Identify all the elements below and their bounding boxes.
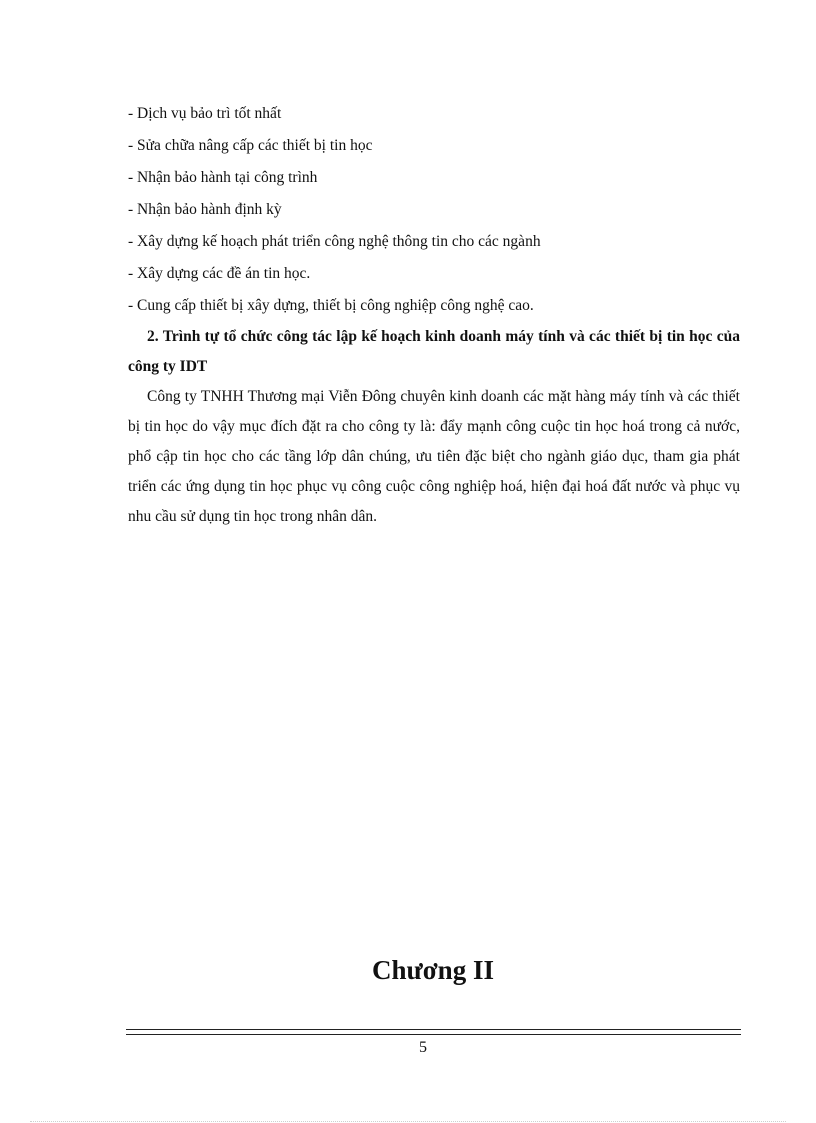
list-item: - Xây dựng kế hoạch phát triển công nghệ thông tin cho các ngành [128,233,541,250]
service-list [128,98,748,322]
chapter-title: Chương II [372,955,494,985]
list-item: - Nhận bảo hành tại công trình [128,169,318,186]
section-heading: 2. Trình tự tổ chức công tác lập kế hoạch kinh doanh máy tính và các thiết bị tin học của công ty IDT [128,328,740,375]
list-item: - Nhận bảo hành định kỳ [128,201,282,218]
list-item: - Dịch vụ bảo trì tốt nhất [128,105,282,122]
page-number: 5 [419,1039,427,1056]
body-paragraph: Công ty TNHH Thương mại Viễn Đông chuyên kinh doanh các mặt hàng máy tính và các thiết bị tin học do vậy mục đích đặt ra cho công ty là: đẩy mạnh công cuộc tin học hoá trong cả nước, phổ cập tin học cho các tầng lớp dân chúng, ưu tiên đặc biệt cho ngành giáo dục, tham gia phát triển các ứng dụng tin học phục vụ công cuộc công nghiệp hoá, hiện đại hoá đất nước và phục vụ nhu cầu sử dụng tin học trong nhân dân. [128,388,740,525]
list-item: - Cung cấp thiết bị xây dựng, thiết bị công nghiệp công nghệ cao. [128,297,534,314]
footer-divider [126,1029,741,1035]
list-item: - Sửa chữa nâng cấp các thiết bị tin học [128,137,373,154]
list-item: - Xây dựng các đề án tin học. [128,265,311,282]
page-bottom-border [30,1121,786,1122]
